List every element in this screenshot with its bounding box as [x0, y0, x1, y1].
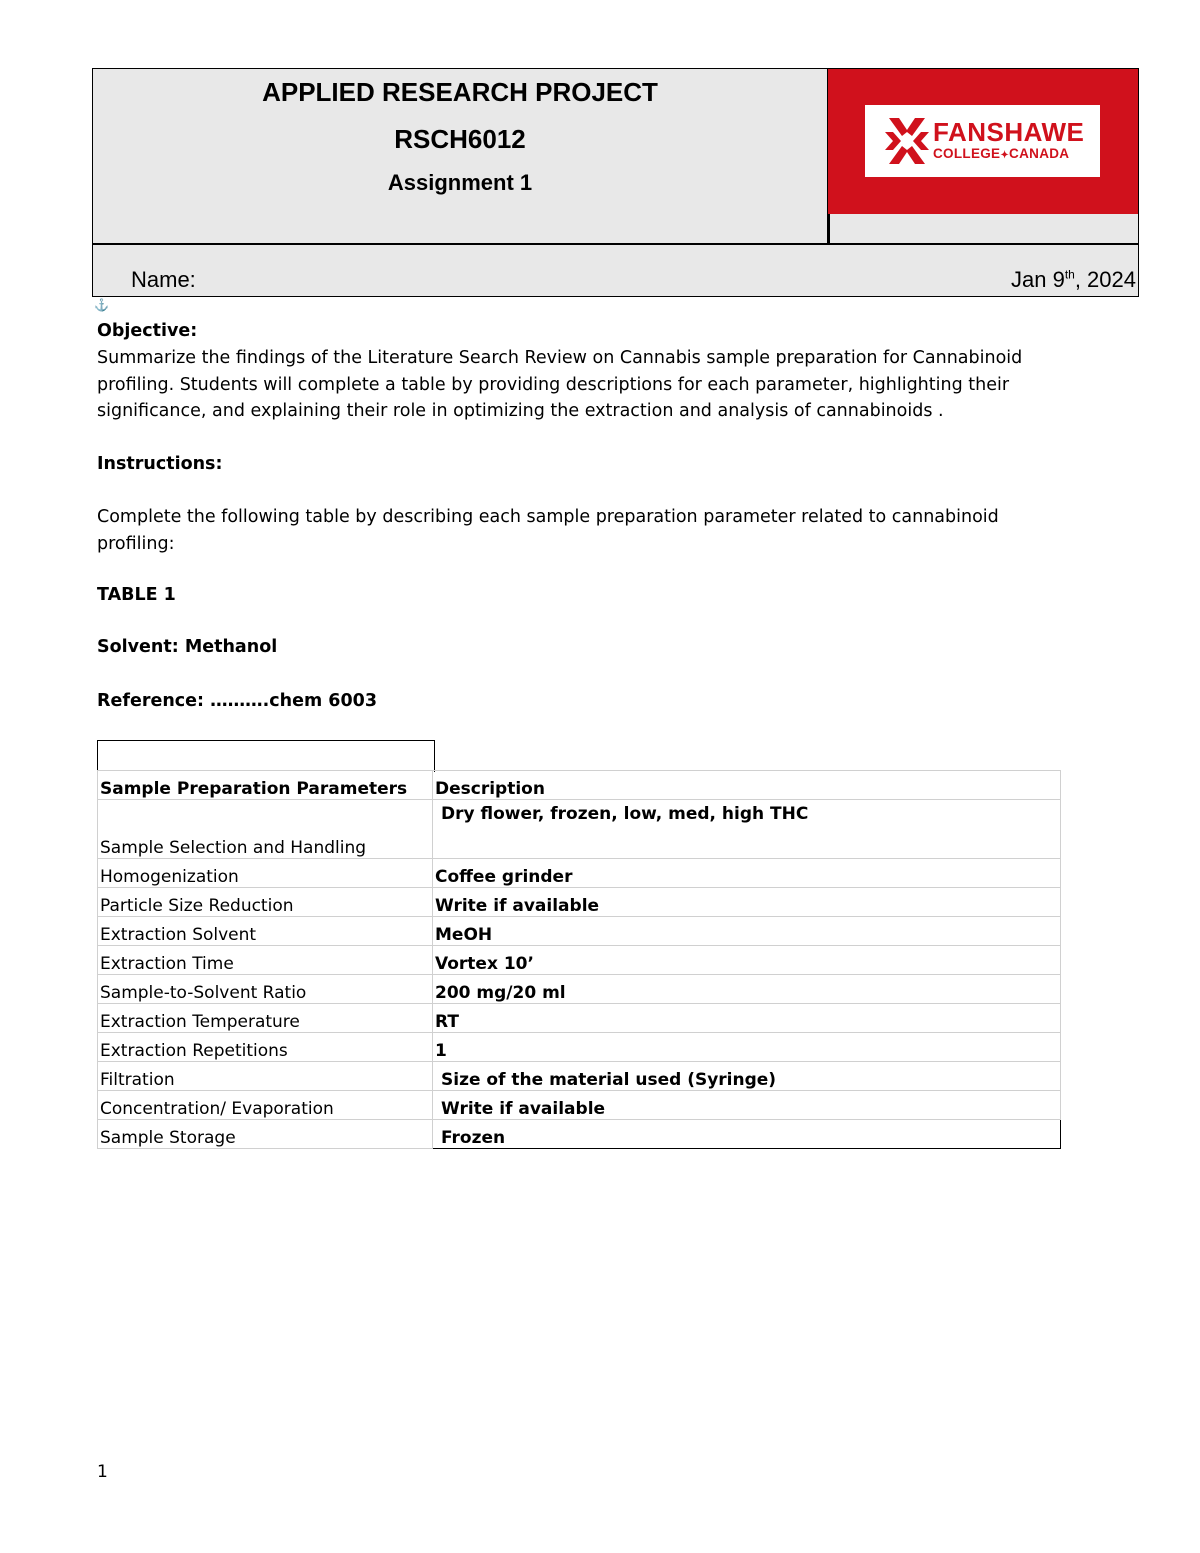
table-row — [98, 1004, 1061, 1033]
column-header-parameters: Sample Preparation Parameters — [98, 771, 433, 800]
anchor-icon: ⚓ — [94, 298, 109, 312]
description-cell: Write if available — [433, 1091, 1061, 1120]
parameter-cell: Extraction Temperature — [98, 1004, 433, 1033]
parameter-cell: Sample Selection and Handling — [98, 800, 433, 859]
description-cell: Dry flower, frozen, low, med, high THC — [433, 800, 1061, 859]
table-row — [98, 888, 1061, 917]
table-row — [98, 800, 1061, 859]
description-cell: RT — [433, 1004, 1061, 1033]
header-divider — [828, 214, 830, 244]
title-area — [93, 69, 828, 244]
name-label: Name: — [131, 267, 196, 292]
table-row — [98, 1062, 1061, 1091]
date-suffix: th — [1064, 267, 1075, 282]
description-cell: Frozen — [433, 1120, 1061, 1149]
page-number: 1 — [97, 1462, 108, 1482]
parameter-cell: Particle Size Reduction — [98, 888, 433, 917]
empty-header-cell — [97, 740, 435, 772]
header-rule — [93, 243, 1138, 245]
table-label: TABLE 1 — [97, 585, 176, 605]
instructions-text: Complete the following table by describing each sample preparation parameter related to cannabinoid profiling: — [97, 507, 999, 554]
parameter-cell: Extraction Repetitions — [98, 1033, 433, 1062]
date-label — [1011, 267, 1136, 293]
description-cell: 1 — [433, 1033, 1061, 1062]
date-day: Jan 9 — [1010, 267, 1065, 292]
college-logo-banner — [828, 69, 1138, 214]
description-cell: Write if available — [433, 888, 1061, 917]
table-row — [98, 917, 1061, 946]
project-title: APPLIED RESEARCH PROJECT — [262, 77, 658, 107]
table-header-row — [98, 771, 1061, 800]
table-row — [98, 1091, 1061, 1120]
table-row — [98, 975, 1061, 1004]
description-cell: 200 mg/20 ml — [433, 975, 1061, 1004]
description-cell: MeOH — [433, 917, 1061, 946]
parameter-cell: Extraction Time — [98, 946, 433, 975]
table-row — [98, 1120, 1061, 1149]
table-row — [98, 859, 1061, 888]
parameter-cell: Filtration — [98, 1062, 433, 1091]
objective-label: Objective: — [97, 321, 198, 341]
logo-wordmark: FANSHAWE — [933, 117, 1085, 147]
parameter-cell: Extraction Solvent — [98, 917, 433, 946]
solvent-label: Solvent: Methanol — [97, 637, 278, 657]
document-header — [92, 68, 1139, 297]
parameter-cell: Homogenization — [98, 859, 433, 888]
fanshawe-mark-icon — [885, 114, 929, 168]
logo-subline — [933, 146, 1069, 161]
college-logo — [865, 105, 1100, 177]
parameter-cell: Concentration/ Evaporation — [98, 1091, 433, 1120]
logo-sub-right: CANADA — [1009, 146, 1070, 161]
parameter-cell: Sample-to-Solvent Ratio — [98, 975, 433, 1004]
instructions-label: Instructions: — [97, 454, 223, 474]
description-cell: Vortex 10’ — [433, 946, 1061, 975]
table-row — [98, 1033, 1061, 1062]
objective-text: Summarize the findings of the Literature Search Review on Cannabis sample preparation for Cannabinoid profiling. Students will complete a table by providing descriptions for each parameter, highlighting their significance, and explaining their role in optimizing the extraction and analysis of cannabinoids . — [97, 348, 1023, 421]
description-cell: Size of the material used (Syringe) — [433, 1062, 1061, 1091]
date-year: , 2024 — [1074, 267, 1136, 292]
column-header-description: Description — [433, 771, 1061, 800]
description-cell: Coffee grinder — [433, 859, 1061, 888]
assignment-title: Assignment 1 — [387, 170, 533, 195]
maple-leaf-icon: ✦ — [1000, 150, 1010, 161]
logo-sub-left: COLLEGE — [933, 146, 1001, 161]
parameter-cell: Sample Storage — [98, 1120, 433, 1149]
reference-label: Reference: ……….chem 6003 — [97, 691, 377, 711]
course-code: RSCH6012 — [394, 124, 526, 154]
table-row — [98, 946, 1061, 975]
parameters-table — [97, 770, 1061, 1149]
